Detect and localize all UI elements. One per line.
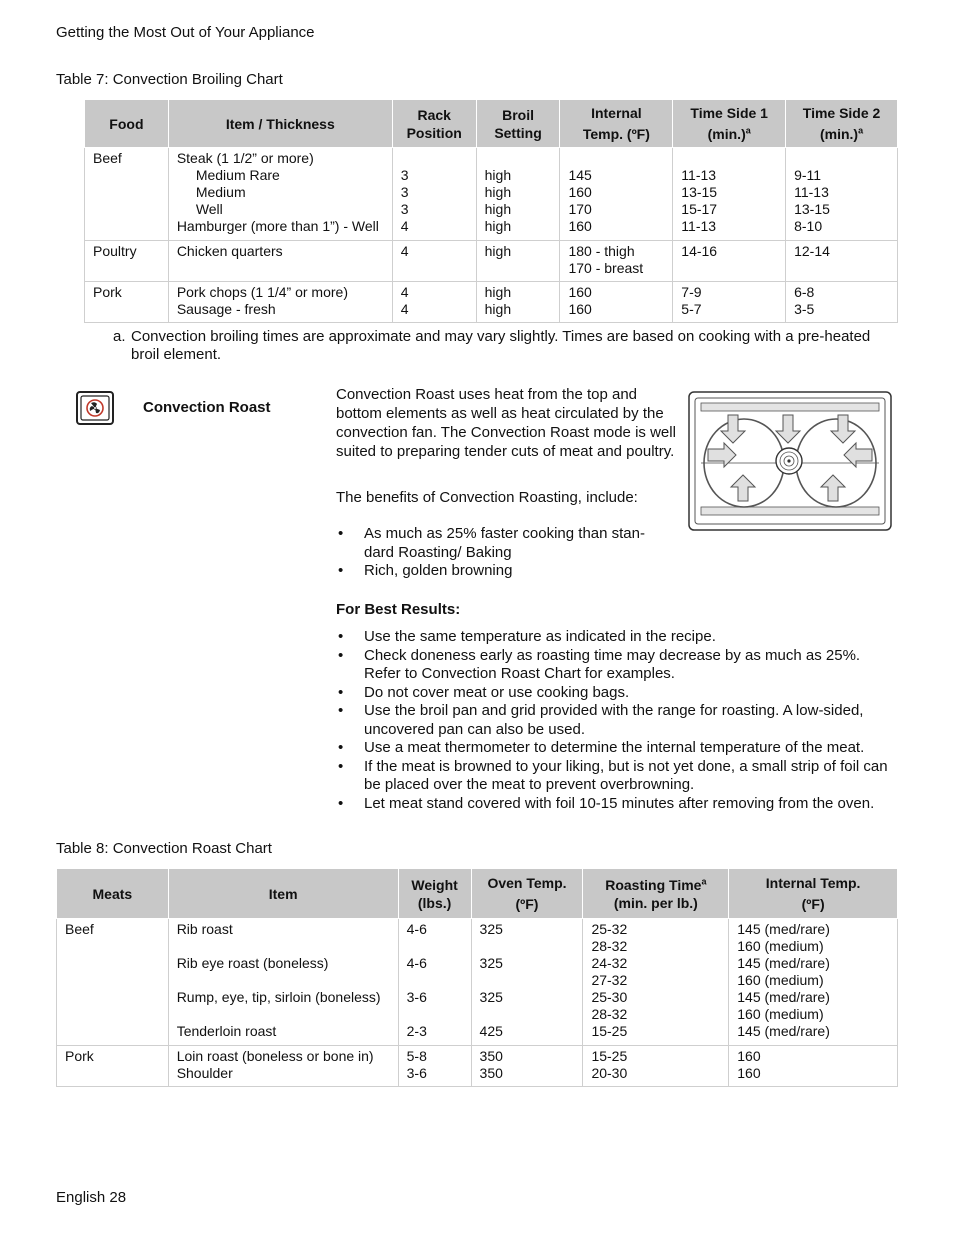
cell-roasting-time: 15-25 20-30 — [583, 1046, 729, 1087]
convection-fan-icon — [76, 391, 114, 425]
cell-rack: 4 — [392, 241, 476, 282]
cell-food: Beef — [85, 148, 169, 241]
list-item: • Use a meat thermometer to determine the internal temperature of the meat. — [338, 739, 865, 756]
footnote-text: Convection broiling times are approximate and may vary slightly. Times are based on cooking with a pre-heated broil element. — [131, 328, 871, 363]
table-row — [85, 282, 898, 323]
col-internal-temp: Internal Temp. (ºF) — [729, 869, 898, 919]
cell-rack: 3 3 3 4 — [392, 148, 476, 241]
list-item: • Check doneness early as roasting time may decrease by as much as 25%. Refer to Convection Roast Chart for examples. — [338, 646, 861, 682]
col-item: Item — [168, 869, 398, 919]
table-row — [85, 148, 898, 241]
table8-header-row — [57, 869, 898, 919]
table-row — [57, 1046, 898, 1087]
cell-broil: high high high high — [476, 148, 560, 241]
col-broil: Broil Setting — [476, 100, 560, 148]
cell-side1: 11-13 13-15 15-17 11-13 — [673, 148, 786, 241]
cell-item: Loin roast (boneless or bone in) Shoulder — [168, 1046, 398, 1087]
cell-item: Chicken quarters — [168, 241, 392, 282]
cell-temp: 180 - thigh 170 - breast — [560, 241, 673, 282]
cell-oven-temp: 325 325 325 425 — [471, 919, 583, 1046]
benefits-intro: The benefits of Convection Roasting, include: — [336, 489, 638, 506]
page-header: Getting the Most Out of Your Appliance — [56, 24, 315, 41]
cell-side2: 9-11 11-13 13-15 8-10 — [786, 148, 898, 241]
list-item: • Rich, golden browning — [338, 562, 513, 579]
cell-side1: 7-9 5-7 — [673, 282, 786, 323]
cell-side2: 6-8 3-5 — [786, 282, 898, 323]
table7-caption: Table 7: Convection Broiling Chart — [56, 71, 283, 88]
col-oven-temp: Oven Temp. (ºF) — [471, 869, 583, 919]
benefits-list — [336, 525, 666, 581]
best-results-title: For Best Results: — [336, 601, 461, 618]
cell-item: Pork chops (1 1/4” or more) Sausage - fresh — [168, 282, 392, 323]
table-row — [85, 241, 898, 282]
cell-broil: high — [476, 241, 560, 282]
table7-header-row — [85, 100, 898, 148]
col-time-side2: Time Side 2 $(\min.)^a$ — [786, 100, 898, 148]
list-item: • As much as 25% faster cooking than stan-dard Roasting/ Baking — [338, 525, 645, 561]
cell-rack: 4 4 — [392, 282, 476, 323]
cell-temp: 145 160 170 160 — [560, 148, 673, 241]
list-item: • Let meat stand covered with foil 10-15 minutes after removing from the oven. — [338, 794, 875, 812]
col-roasting-time: Roasting Time$^a$ (min. per lb.) — [583, 869, 729, 919]
col-internal: Internal Temp. (ºF) — [560, 100, 673, 148]
cell-side2: 12-14 — [786, 241, 898, 282]
table8-caption: Table 8: Convection Roast Chart — [56, 840, 272, 857]
col-time-side1: Time Side 1 $(\min.)^a$ — [673, 100, 786, 148]
footnote-marker: a. — [113, 328, 126, 345]
cell-meat: Beef — [57, 919, 169, 1046]
col-weight: Weight (lbs.) — [398, 869, 471, 919]
col-meats: Meats — [57, 869, 169, 919]
convection-roast-table — [56, 868, 898, 1087]
col-rack: Rack Position — [392, 100, 476, 148]
cell-meat: Pork — [57, 1046, 169, 1087]
cell-roasting-time: 25-32 28-32 24-32 27-32 25-30 28-32 15-25 — [583, 919, 729, 1046]
section-title: Convection Roast — [143, 399, 271, 416]
best-results-list — [336, 628, 898, 813]
list-item: • Do not cover meat or use cooking bags. — [338, 683, 630, 701]
list-item: • If the meat is browned to your liking, but is not yet done, a small strip of foil can be placed over the meat to prevent overbrowning. — [338, 757, 888, 793]
cell-food: Poultry — [85, 241, 169, 282]
cell-weight: 4-6 4-6 3-6 2-3 — [398, 919, 471, 1046]
cell-item: Rib roast Rib eye roast (boneless) Rump, eye, tip, sirloin (boneless) Tenderloin roast — [168, 919, 398, 1046]
list-item: • Use the same temperature as indicated in the recipe. — [338, 628, 716, 645]
cell-food: Pork — [85, 282, 169, 323]
cell-side1: 14-16 — [673, 241, 786, 282]
roast-intro: Convection Roast uses heat from the top and bottom elements as well as heat circulated by the convection fan. The Convection Roast mode is well suited to preparing tender cuts of meat and poultry. — [336, 386, 676, 460]
cell-item: Steak (1 1/2” or more) Medium Rare Medium Well Hamburger (more than 1”) - Well — [168, 148, 392, 241]
cell-weight: 5-8 3-6 — [398, 1046, 471, 1087]
cell-internal-temp: 145 (med/rare) 160 (medium) 145 (med/rare) 160 (medium) 145 (med/rare) 160 (medium) 145 (med/rare) — [729, 919, 898, 1046]
convection-oven-illustration — [688, 391, 892, 531]
col-food: Food — [85, 100, 169, 148]
list-item: • Use the broil pan and grid provided with the range for roasting. A low-sided, uncovered pan can also be used. — [338, 702, 864, 738]
page-number: English 28 — [56, 1189, 127, 1206]
cell-oven-temp: 350 350 — [471, 1046, 583, 1087]
col-item: Item / Thickness — [168, 100, 392, 148]
cell-broil: high high — [476, 282, 560, 323]
cell-temp: 160 160 — [560, 282, 673, 323]
cell-internal-temp: 160 160 — [729, 1046, 898, 1087]
table-row — [57, 919, 898, 1046]
convection-broiling-table — [84, 99, 898, 323]
table7-footnote — [113, 328, 873, 364]
